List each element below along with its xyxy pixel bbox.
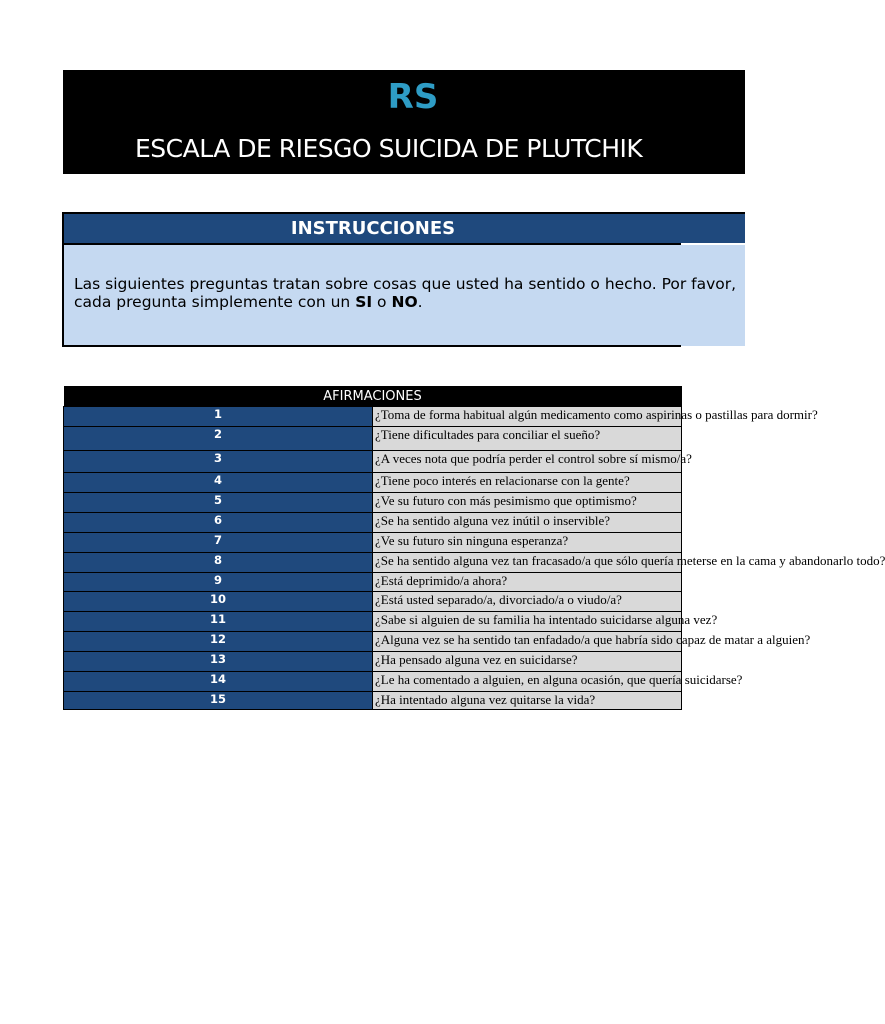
no-label: NO	[391, 293, 418, 311]
row-number: 14	[64, 672, 373, 692]
table-row	[64, 692, 682, 710]
table-row	[64, 407, 682, 427]
yes-label: SI	[355, 293, 373, 311]
table-row	[64, 513, 682, 533]
instructions-body	[62, 245, 745, 346]
question-text[interactable]: ¿Alguna vez se ha sentido tan enfadado/a que habría sido capaz de matar a alguien?	[373, 632, 682, 652]
row-number: 3	[64, 451, 373, 473]
table-row	[64, 451, 682, 473]
question-text[interactable]: ¿Está deprimido/a ahora?	[373, 573, 682, 592]
table-header: AFIRMACIONES	[64, 386, 682, 407]
row-number: 11	[64, 612, 373, 632]
instructions-line-2: cada pregunta simplemente con un	[74, 293, 356, 311]
row-number: 12	[64, 632, 373, 652]
page-title: ESCALA DE RIESGO SUICIDA DE PLUTCHIK	[135, 134, 643, 163]
divider	[62, 345, 681, 347]
row-number: 8	[64, 553, 373, 573]
table-row	[64, 427, 682, 451]
table-row	[64, 553, 682, 573]
row-number: 15	[64, 692, 373, 710]
row-number: 13	[64, 652, 373, 672]
question-text[interactable]: ¿Ve su futuro sin ninguna esperanza?	[373, 533, 682, 553]
table-row	[64, 573, 682, 592]
table-row	[64, 632, 682, 652]
table-row	[64, 493, 682, 513]
row-number: 10	[64, 592, 373, 612]
row-number: 2	[64, 427, 373, 451]
question-text[interactable]: ¿Le ha comentado a alguien, en alguna ocasión, que quería suicidarse?	[373, 672, 682, 692]
table-row	[64, 672, 682, 692]
table-row	[64, 612, 682, 632]
table-header-row	[64, 386, 682, 407]
questions-table	[63, 386, 885, 710]
row-number: 4	[64, 473, 373, 493]
table-row	[64, 533, 682, 553]
row-number: 9	[64, 573, 373, 592]
question-text[interactable]: ¿Se ha sentido alguna vez tan fracasado/a que sólo quería meterse en la cama y abandonarlo todo?	[373, 553, 682, 573]
question-text[interactable]: ¿Está usted separado/a, divorciado/a o viudo/a?	[373, 592, 682, 612]
instructions-text	[74, 275, 754, 311]
table-row	[64, 473, 682, 493]
or-label: o	[372, 293, 392, 311]
question-text[interactable]: ¿Toma de forma habitual algún medicamento como aspirinas o pastillas para dormir?	[373, 407, 682, 427]
question-text[interactable]: ¿Tiene dificultades para conciliar el sueño?	[373, 427, 682, 451]
table-row	[64, 652, 682, 672]
question-text[interactable]: ¿Ve su futuro con más pesimismo que optimismo?	[373, 493, 682, 513]
question-text[interactable]: ¿Tiene poco interés en relacionarse con la gente?	[373, 473, 682, 493]
period: .	[417, 293, 423, 311]
question-text[interactable]: ¿Ha intentado alguna vez quitarse la vida?	[373, 692, 682, 710]
question-text[interactable]: ¿Sabe si alguien de su familia ha intentado suicidarse alguna vez?	[373, 612, 682, 632]
question-text[interactable]: ¿A veces nota que podría perder el control sobre sí mismo/a?	[373, 451, 682, 473]
row-number: 6	[64, 513, 373, 533]
row-number: 1	[64, 407, 373, 427]
title-block	[63, 70, 745, 174]
logo-rs: RS	[387, 77, 439, 117]
instructions-line-1: Las siguientes preguntas tratan sobre cosas que usted ha sentido o hecho. Por favor,	[74, 275, 737, 293]
instructions-header	[62, 212, 745, 243]
row-number: 7	[64, 533, 373, 553]
table-row	[64, 592, 682, 612]
instructions-heading: INSTRUCCIONES	[290, 218, 456, 239]
question-text[interactable]: ¿Ha pensado alguna vez en suicidarse?	[373, 652, 682, 672]
row-number: 5	[64, 493, 373, 513]
question-text[interactable]: ¿Se ha sentido alguna vez inútil o inservible?	[373, 513, 682, 533]
